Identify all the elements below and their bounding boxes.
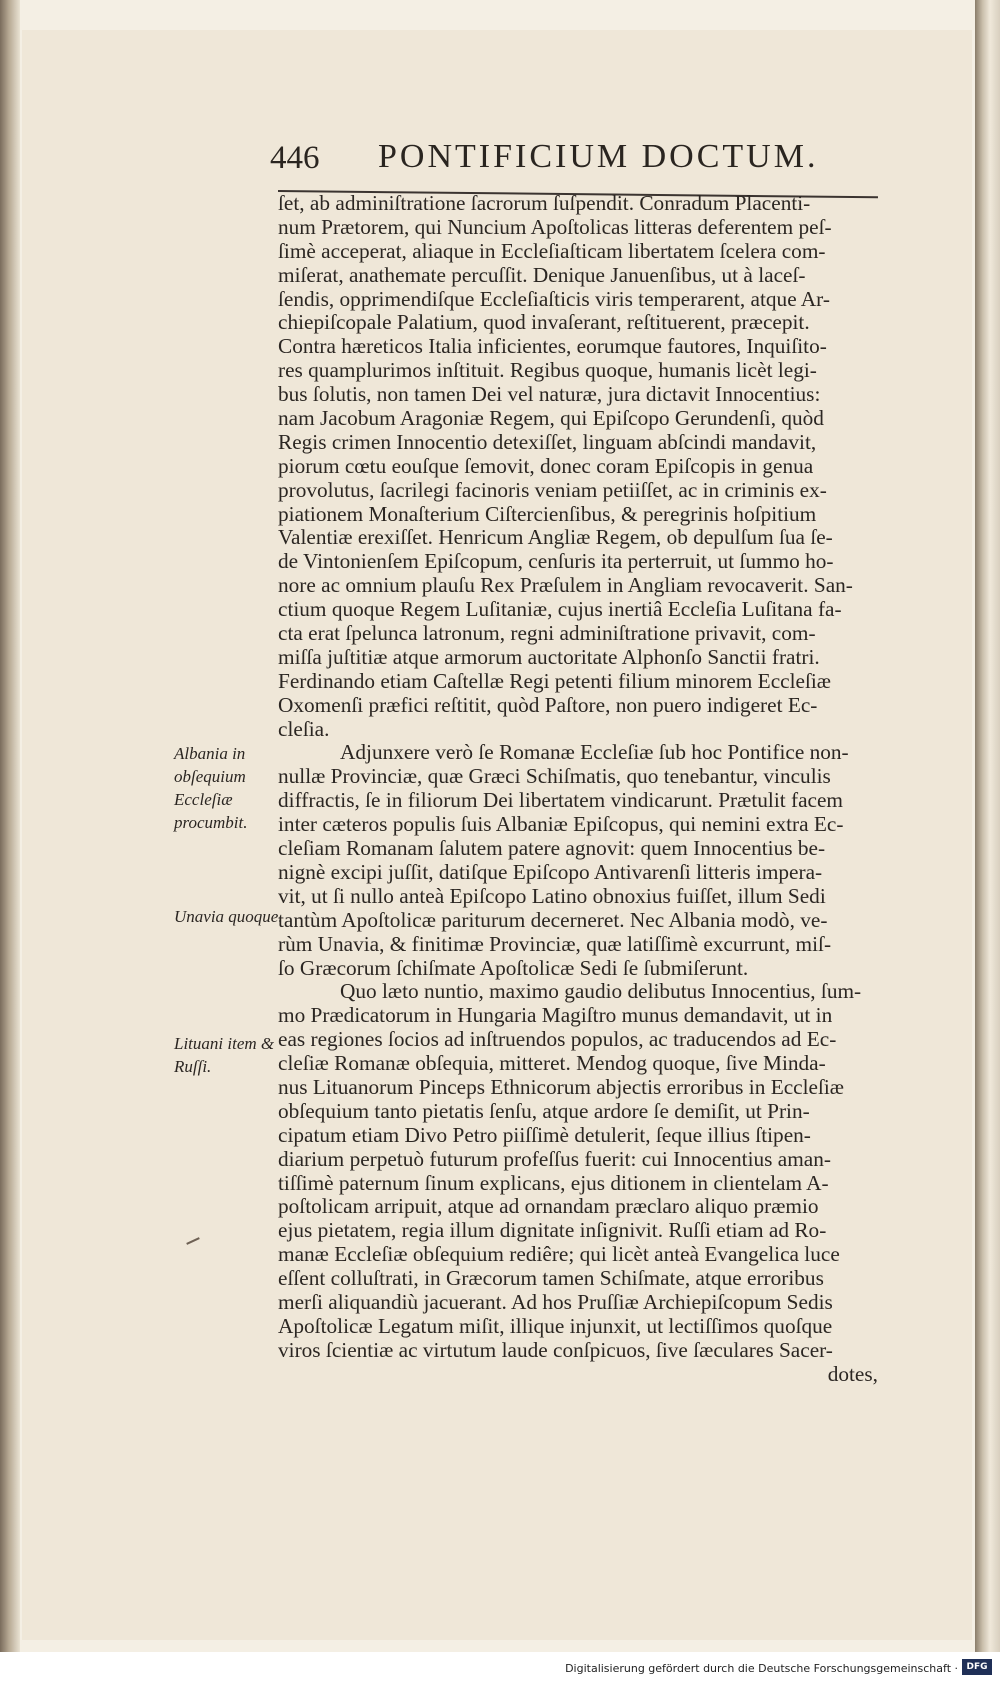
text-line: provolutus, ſacrilegi facinoris veniam petiiſſet, ac in criminis ex- (278, 477, 827, 502)
text-line: mo Prædicatorum in Hungaria Magiſtro munus demandavit, ut in (278, 1003, 833, 1028)
running-title: PONTIFICIUM DOCTUM. (378, 138, 819, 175)
text-line: diffractis, ſe in filiorum Dei libertatem vindicarunt. Prætulit facem (278, 788, 844, 813)
text-line: piorum cœtu eouſque ſemovit, donec coram Epiſcopis in genua (278, 453, 814, 478)
text-line: bus ſolutis, non tamen Dei vel naturæ, jura dictavit Innocentius: (278, 382, 821, 407)
body-text (278, 192, 878, 1387)
text-line: nam Jacobum Aragoniæ Regem, qui Epiſcopo Gerundenſi, quòd (278, 406, 824, 431)
text-line: Valentiæ erexiſſet. Henricum Angliæ Regem, ob depulſum ſua ſe- (278, 525, 833, 550)
text-line: ſimè acceperat, aliaque in Eccleſiaſticam libertatem ſcelera com- (278, 238, 826, 263)
text-line: miſſa juſtitiæ atque armorum auctoritate Alphonſo Sanctii fratri. (278, 644, 820, 669)
text-line: tantùm Apoſtolicæ pariturum decerneret. Nec Albania modò, ve- (278, 907, 828, 932)
text-line: ſendis, opprimendiſque Eccleſiaſticis viris temperarent, atque Ar- (278, 286, 830, 311)
margin-note-albania: Albania in obſequium Eccleſiæ procumbit. (174, 744, 248, 832)
text-line: Quo læto nuntio, maximo gaudio delibutus Innocentius, ſum- (340, 979, 862, 1004)
text-line: piationem Monaſterium Ciſtercienſibus, & peregrinis hoſpitium (278, 501, 817, 526)
text-line: cleſiam Romanam ſalutem patere agnovit: quem Innocentius be- (278, 836, 826, 861)
page-number: 446 (270, 140, 320, 176)
text-line: cleſia. (278, 716, 330, 741)
text-line: de Vintonienſem Epiſcopum, cenſuris ita perterruit, ut ſummo ho- (278, 549, 834, 574)
text-line: eſſent colluſtrati, in Græcorum tamen Schiſmate, atque erroribus (278, 1266, 824, 1291)
text-line: nullæ Provinciæ, quæ Græci Schiſmatis, quo tenebantur, vinculis (278, 764, 831, 789)
text-line: ſo Græcorum ſchiſmate Apoſtolicæ Sedi ſe ſubmiſerunt. (278, 955, 749, 980)
text-line: eas regiones ſocios ad inſtruendos populos, ac traducendos ad Ec- (278, 1027, 837, 1052)
text-line: nore ac omnium plauſu Rex Præſulem in Angliam revocaverit. San- (278, 573, 853, 598)
text-line: Ferdinando etiam Caſtellæ Regi petenti filium minorem Eccleſiæ (278, 668, 832, 693)
text-line: vit, ut ſi nullo anteà Epiſcopo Latino obnoxius fuiſſet, illum Sedi (278, 883, 826, 908)
text-line: Regis crimen Innocentio detexiſſet, linguam abſcindi mandavit, (278, 429, 817, 454)
text-line: ſet, ab adminiſtratione ſacrorum ſuſpendit. Conradum Placenti- (278, 191, 811, 215)
text-line: Contra hæreticos Italia inficientes, eorumque fautores, Inquiſito- (278, 334, 827, 359)
margin-note-unavia: Unavia quoque. (174, 907, 283, 926)
text-line: Adjunxere verò ſe Romanæ Eccleſiæ ſub hoc Pontifice non- (340, 740, 849, 765)
text-line: cleſiæ Romanæ obſequia, mitteret. Mendog quoque, ſive Minda- (278, 1051, 826, 1076)
margin-note-lituani: Lituani item & Ruſſi. (174, 1034, 275, 1076)
text-line: rùm Unavia, & finitimæ Provinciæ, quæ latiſſimè excurrunt, miſ- (278, 931, 832, 956)
text-line: Oxomenſi præfici reſtitit, quòd Paſtore, non puero indigeret Ec- (278, 692, 818, 717)
page-edge (975, 0, 1000, 1652)
text-line: diarium perpetuò futurum profeſſus fuerit: cui Innocentius aman- (278, 1146, 831, 1171)
text-line: res quamplurimos inſtituit. Regibus quoque, humanis licèt legi- (278, 358, 817, 383)
funding-credit: Digitalisierung gefördert durch die Deutsche Forschungsgemeinschaft · (565, 1662, 958, 1675)
text-line: ejus pietatem, regia illum dignitate inſignivit. Ruſſi etiam ad Ro- (278, 1218, 827, 1243)
text-line: obſequium tanto pietatis ſenſu, atque ardore ſe demiſit, ut Prin- (278, 1098, 810, 1123)
text-line: viros ſcientiæ ac virtutum laude conſpicuos, ſive ſæculares Sacer- (278, 1337, 833, 1362)
text-line: chiepiſcopale Palatium, quod invaſerant, reſtituerent, præcepit. (278, 310, 810, 335)
text-line: nus Lituanorum Pinceps Ethnicorum abjectis erroribus in Eccleſiæ (278, 1074, 845, 1099)
text-line: nignè excipi juſſit, datiſque Epiſcopo Antivarenſi litteris impera- (278, 859, 823, 884)
text-line: Apoſtolicæ Legatum miſit, illique injunxit, ut lectiſſimos quoſque (278, 1313, 833, 1338)
text-line: manæ Eccleſiæ obſequium rediêre; qui licèt anteà Evangelica luce (278, 1242, 840, 1267)
text-line: tiſſimè paternum ſinum explicans, ejus ditionem in clientelam A- (278, 1170, 829, 1195)
digitization-footer (0, 1652, 1000, 1685)
text-line: dotes, (827, 1361, 878, 1386)
text-line: ctium quoque Regem Luſitaniæ, cujus inertiâ Eccleſia Luſitana fa- (278, 597, 842, 622)
text-line: poſtolicam arripuit, atque ad ornandam præclaro aliquo præmio (278, 1194, 819, 1219)
book-spine-shadow (0, 0, 20, 1652)
text-line: num Prætorem, qui Nuncium Apoſtolicas litteras deferentem peſ- (278, 214, 832, 239)
dfg-logo: DFG (962, 1659, 992, 1675)
text-line: miſerat, anathemate percuſſit. Denique Januenſibus, ut à laceſ- (278, 262, 806, 287)
text-line: cipatum etiam Divo Petro piiſſimè detulerit, ſeque illius ſtipen- (278, 1122, 811, 1147)
running-header (270, 110, 870, 176)
text-line: cta erat ſpelunca latronum, regni adminiſtratione privavit, com- (278, 621, 816, 646)
text-line: merſi aliquandiù jacuerant. Ad hos Pruſſiæ Archiepiſcopum Sedis (278, 1289, 833, 1314)
text-line: inter cæteros populis ſuis Albaniæ Epiſcopus, qui nemini extra Ec- (278, 812, 844, 837)
